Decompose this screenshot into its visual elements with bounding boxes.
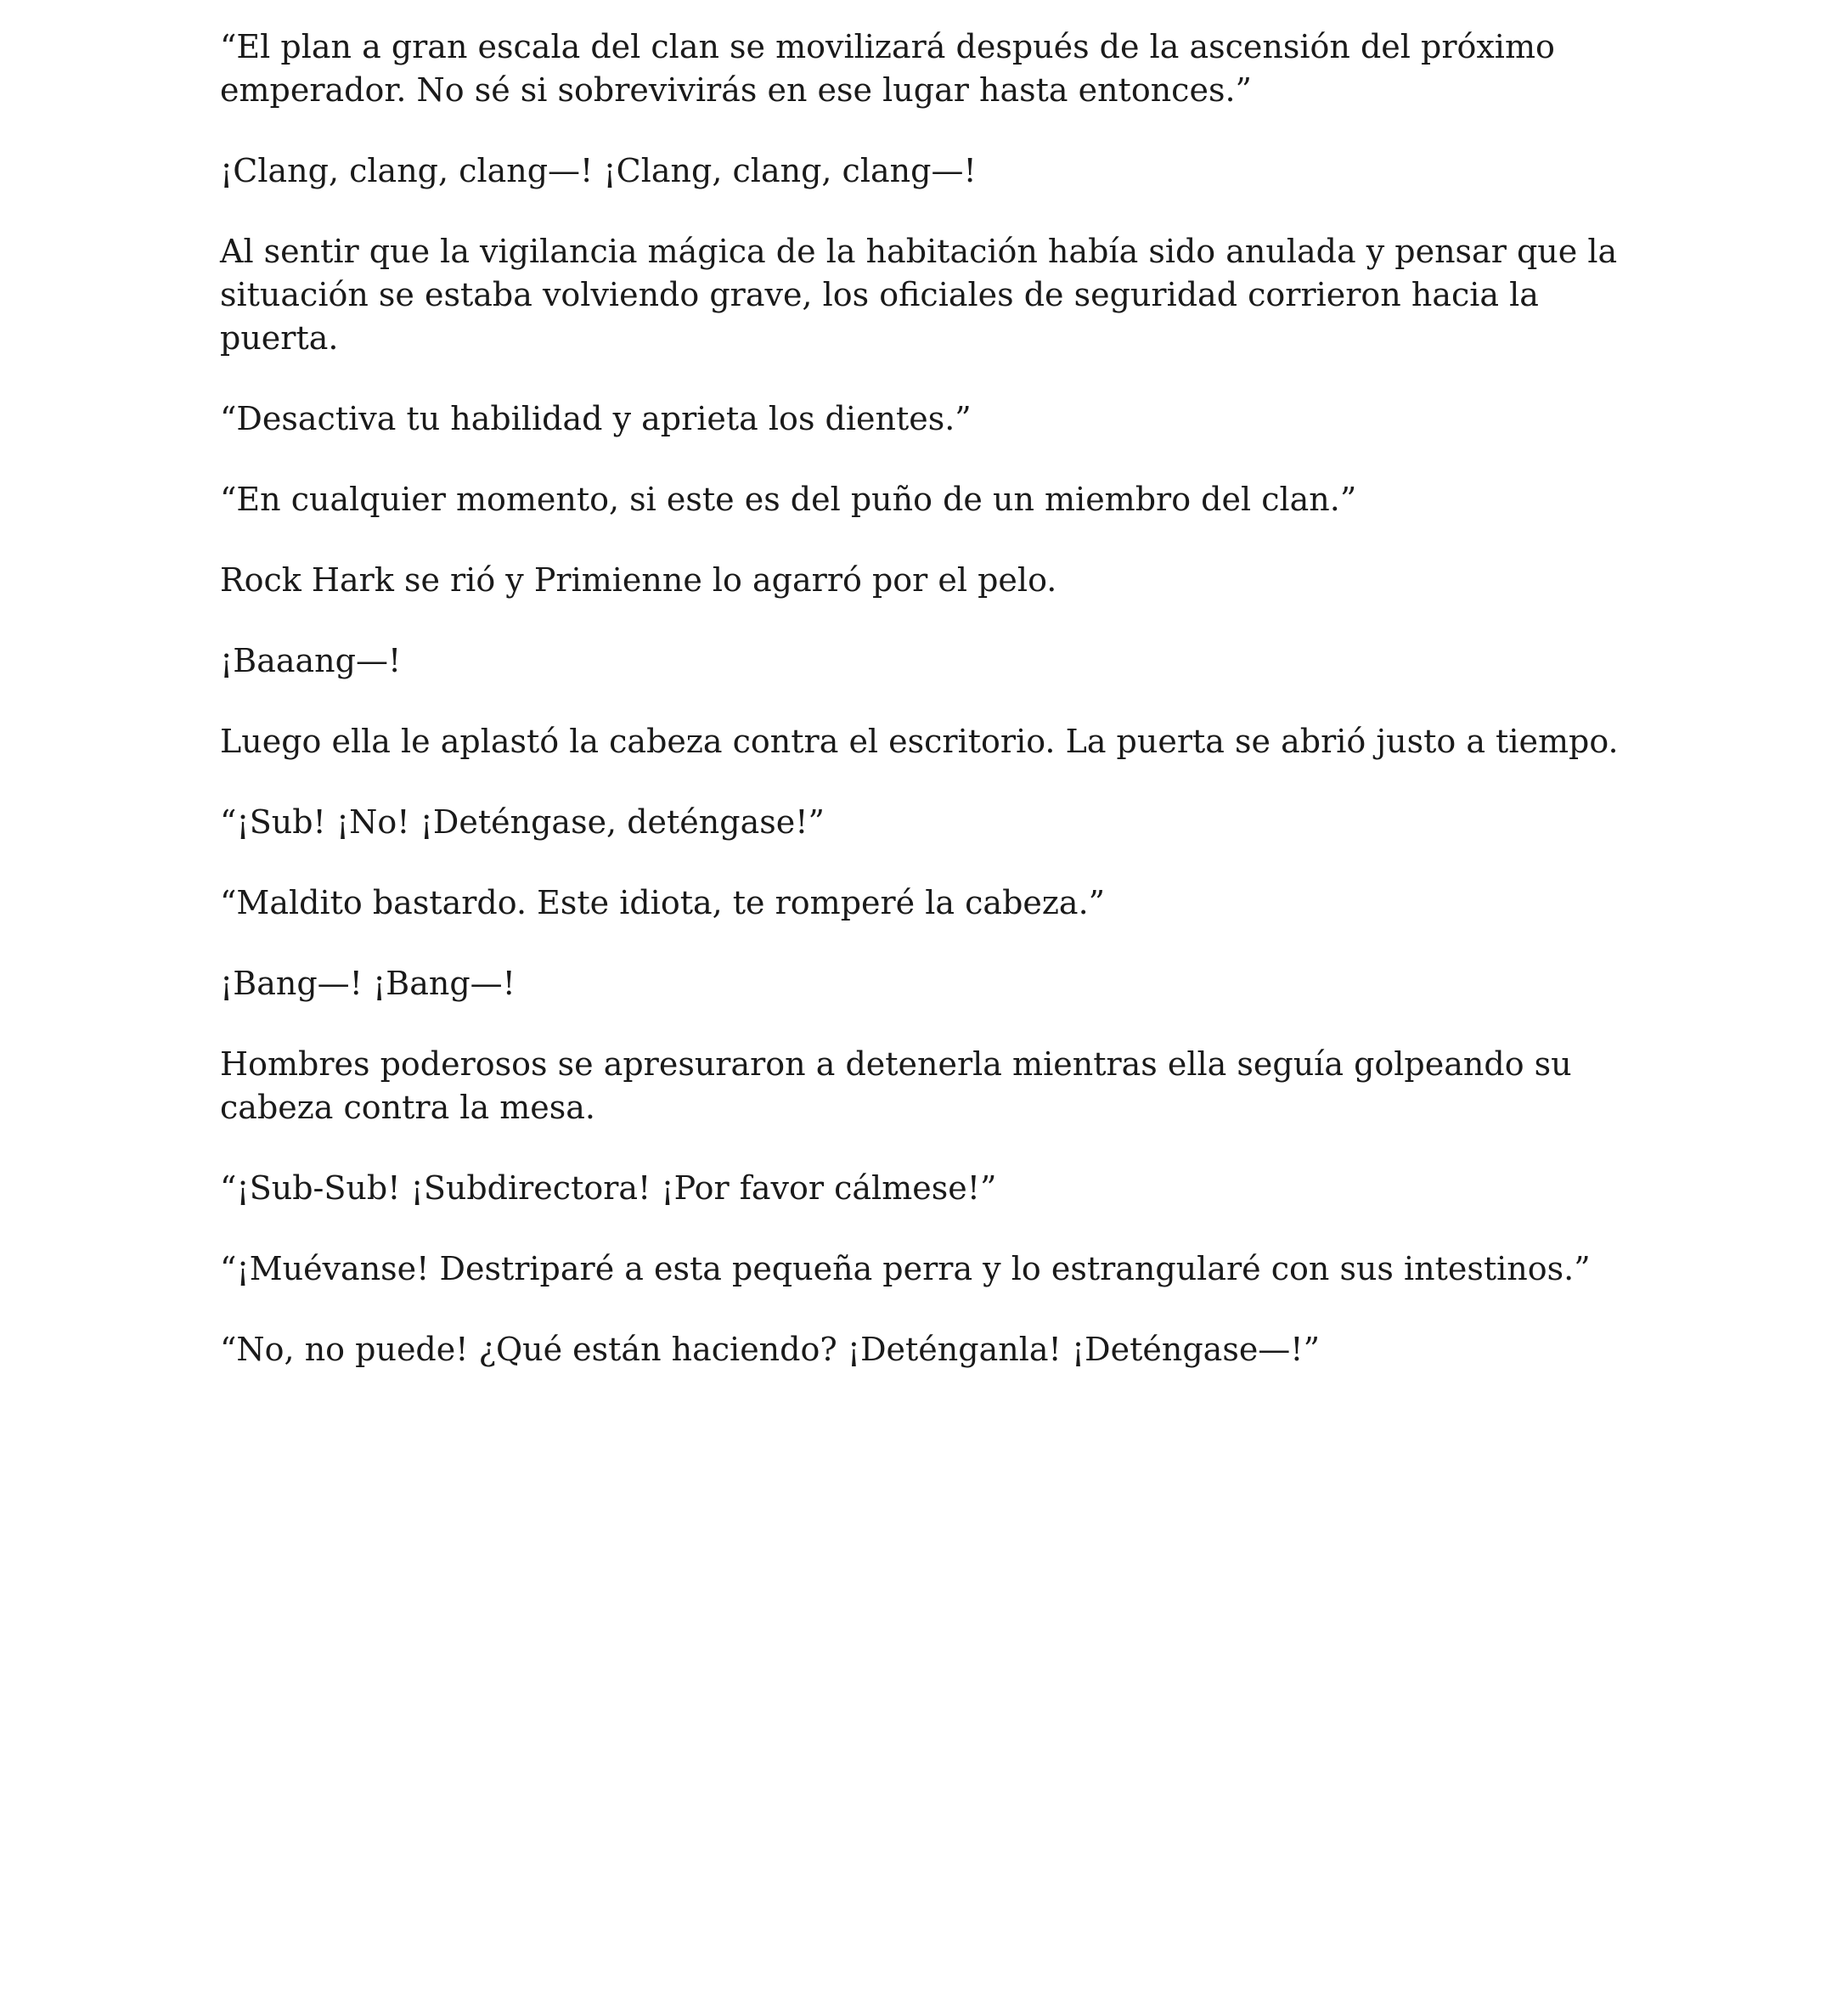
document-body bbox=[220, 25, 1647, 1409]
paragraph: Luego ella le aplastó la cabeza contra el escritorio. La puerta se abrió justo a tiempo. bbox=[220, 723, 1619, 760]
paragraph: ¡Clang, clang, clang—! ¡Clang, clang, clang—! bbox=[220, 152, 977, 189]
paragraph: “No, no puede! ¿Qué están haciendo? ¡Deténganla! ¡Deténgase—!” bbox=[220, 1331, 1321, 1368]
paragraph: “En cualquier momento, si este es del puño de un miembro del clan.” bbox=[220, 481, 1357, 518]
paragraph: “El plan a gran escala del clan se movilizará después de la ascensión del próximo emperador. No sé si sobrevivirás en ese lugar hasta entonces.” bbox=[220, 28, 1555, 109]
paragraph: ¡Baaang—! bbox=[220, 642, 402, 679]
paragraph: Al sentir que la vigilancia mágica de la habitación había sido anulada y pensar que la situación se estaba volviendo grave, los oficiales de seguridad corrieron hacia la puerta. bbox=[220, 233, 1618, 357]
paragraph: “¡Sub-Sub! ¡Subdirectora! ¡Por favor cálmese!” bbox=[220, 1169, 997, 1207]
paragraph: “¡Muévanse! Destriparé a esta pequeña perra y lo estrangularé con sus intestinos.” bbox=[220, 1250, 1591, 1287]
paragraph: “Desactiva tu habilidad y aprieta los dientes.” bbox=[220, 400, 972, 437]
paragraph: “¡Sub! ¡No! ¡Deténgase, deténgase!” bbox=[220, 803, 825, 841]
paragraph: “Maldito bastardo. Este idiota, te romperé la cabeza.” bbox=[220, 884, 1106, 921]
paragraph: Hombres poderosos se apresuraron a detenerla mientras ella seguía golpeando su cabeza contra la mesa. bbox=[220, 1045, 1572, 1126]
paragraph: ¡Bang—! ¡Bang—! bbox=[220, 965, 516, 1002]
paragraph: Rock Hark se rió y Primienne lo agarró por el pelo. bbox=[220, 561, 1057, 599]
